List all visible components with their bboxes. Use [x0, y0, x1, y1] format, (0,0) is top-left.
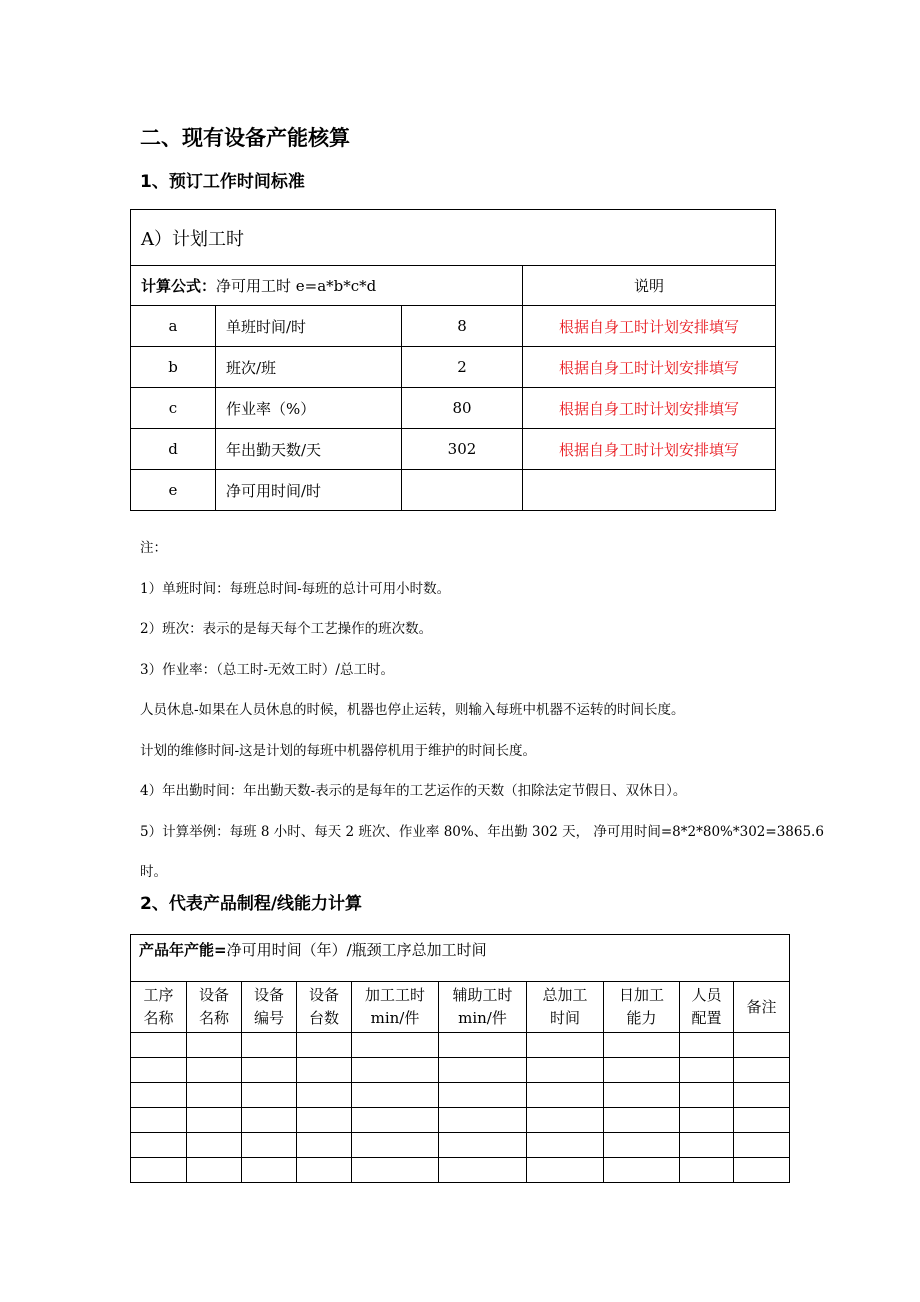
- subsection-title-work-time: 1、预订工作时间标准: [140, 172, 305, 192]
- table-row: [131, 1058, 790, 1083]
- row-note: 根据自身工时计划安排填写: [523, 347, 776, 388]
- table-row: [131, 1158, 790, 1183]
- header-equipment-count: 设备 台数: [297, 982, 352, 1033]
- row-note: 根据自身工时计划安排填写: [523, 388, 776, 429]
- header-remarks: 备注: [734, 982, 790, 1033]
- table-row: [131, 1083, 790, 1108]
- section-title: 二、现有设备产能核算: [140, 126, 350, 150]
- header-total-time: 总加工 时间: [527, 982, 604, 1033]
- row-code: b: [131, 347, 216, 388]
- row-item: 单班时间/时: [216, 306, 402, 347]
- header-equipment-name: 设备 名称: [187, 982, 242, 1033]
- row-item: 班次/班: [216, 347, 402, 388]
- row-value: 80: [402, 388, 523, 429]
- header-daily-capacity: 日加工 能力: [604, 982, 680, 1033]
- table-row: [131, 306, 776, 347]
- table-b-title-rest: 净可用时间（年）/瓶颈工序总加工时间: [226, 941, 487, 959]
- row-item: 作业率（%）: [216, 388, 402, 429]
- row-code: c: [131, 388, 216, 429]
- planned-hours-table: [130, 209, 776, 511]
- row-note: [523, 470, 776, 511]
- table-row: [131, 1108, 790, 1133]
- table-row: [131, 429, 776, 470]
- note-line: 5）计算举例：每班 8 小时、每天 2 班次、作业率 80%、年出勤 302 天， 净可用时间=8*2*80%*302=3865.6: [140, 823, 824, 840]
- table-row: [131, 347, 776, 388]
- row-code: e: [131, 470, 216, 511]
- row-code: d: [131, 429, 216, 470]
- table-header-row: [131, 982, 790, 1033]
- header-auxiliary-time: 辅助工时 min/件: [439, 982, 527, 1033]
- row-value: 8: [402, 306, 523, 347]
- header-processing-time: 加工工时 min/件: [352, 982, 439, 1033]
- table-row: [131, 1133, 790, 1158]
- row-item: 净可用时间/时: [216, 470, 402, 511]
- table-row: [131, 470, 776, 511]
- note-header: 说明: [523, 266, 776, 306]
- subsection-title-capacity: 2、代表产品制程/线能力计算: [140, 894, 363, 914]
- row-note: 根据自身工时计划安排填写: [523, 306, 776, 347]
- row-value: [402, 470, 523, 511]
- note-line: 注：: [140, 540, 167, 556]
- note-line: 2）班次：表示的是每天每个工艺操作的班次数。: [140, 621, 433, 637]
- note-line: 1）单班时间：每班总时间-每班的总计可用小时数。: [140, 580, 451, 597]
- table-row: [131, 1033, 790, 1058]
- capacity-table: [130, 934, 790, 1183]
- formula-text: 净可用工时 e=a*b*c*d: [216, 277, 377, 295]
- header-process-name: 工序 名称: [131, 982, 187, 1033]
- table-a-title: A）计划工时: [131, 210, 776, 266]
- note-line: 4）年出勤时间：年出勤天数-表示的是每年的工艺运作的天数（扣除法定节假日、双休日）。: [140, 783, 687, 799]
- row-value: 302: [402, 429, 523, 470]
- formula-label: 计算公式：: [141, 277, 217, 295]
- row-item: 年出勤天数/天: [216, 429, 402, 470]
- note-line: 计划的维修时间-这是计划的每班中机器停机用于维护的时间长度。: [140, 742, 537, 759]
- note-line: 时。: [140, 864, 167, 880]
- notes-block: [140, 528, 824, 893]
- header-staffing: 人员 配置: [680, 982, 734, 1033]
- note-line: 3）作业率：（总工时-无效工时）/总工时。: [140, 661, 394, 678]
- formula-cell: [131, 266, 523, 306]
- table-b-title-bold: 产品年产能=: [139, 941, 227, 959]
- note-line: 人员休息-如果在人员休息的时候，机器也停止运转，则输入每班中机器不运转的时间长度。: [140, 702, 685, 718]
- row-note: 根据自身工时计划安排填写: [523, 429, 776, 470]
- row-code: a: [131, 306, 216, 347]
- row-value: 2: [402, 347, 523, 388]
- header-equipment-number: 设备 编号: [242, 982, 297, 1033]
- table-row: [131, 388, 776, 429]
- table-b-title: [131, 935, 790, 982]
